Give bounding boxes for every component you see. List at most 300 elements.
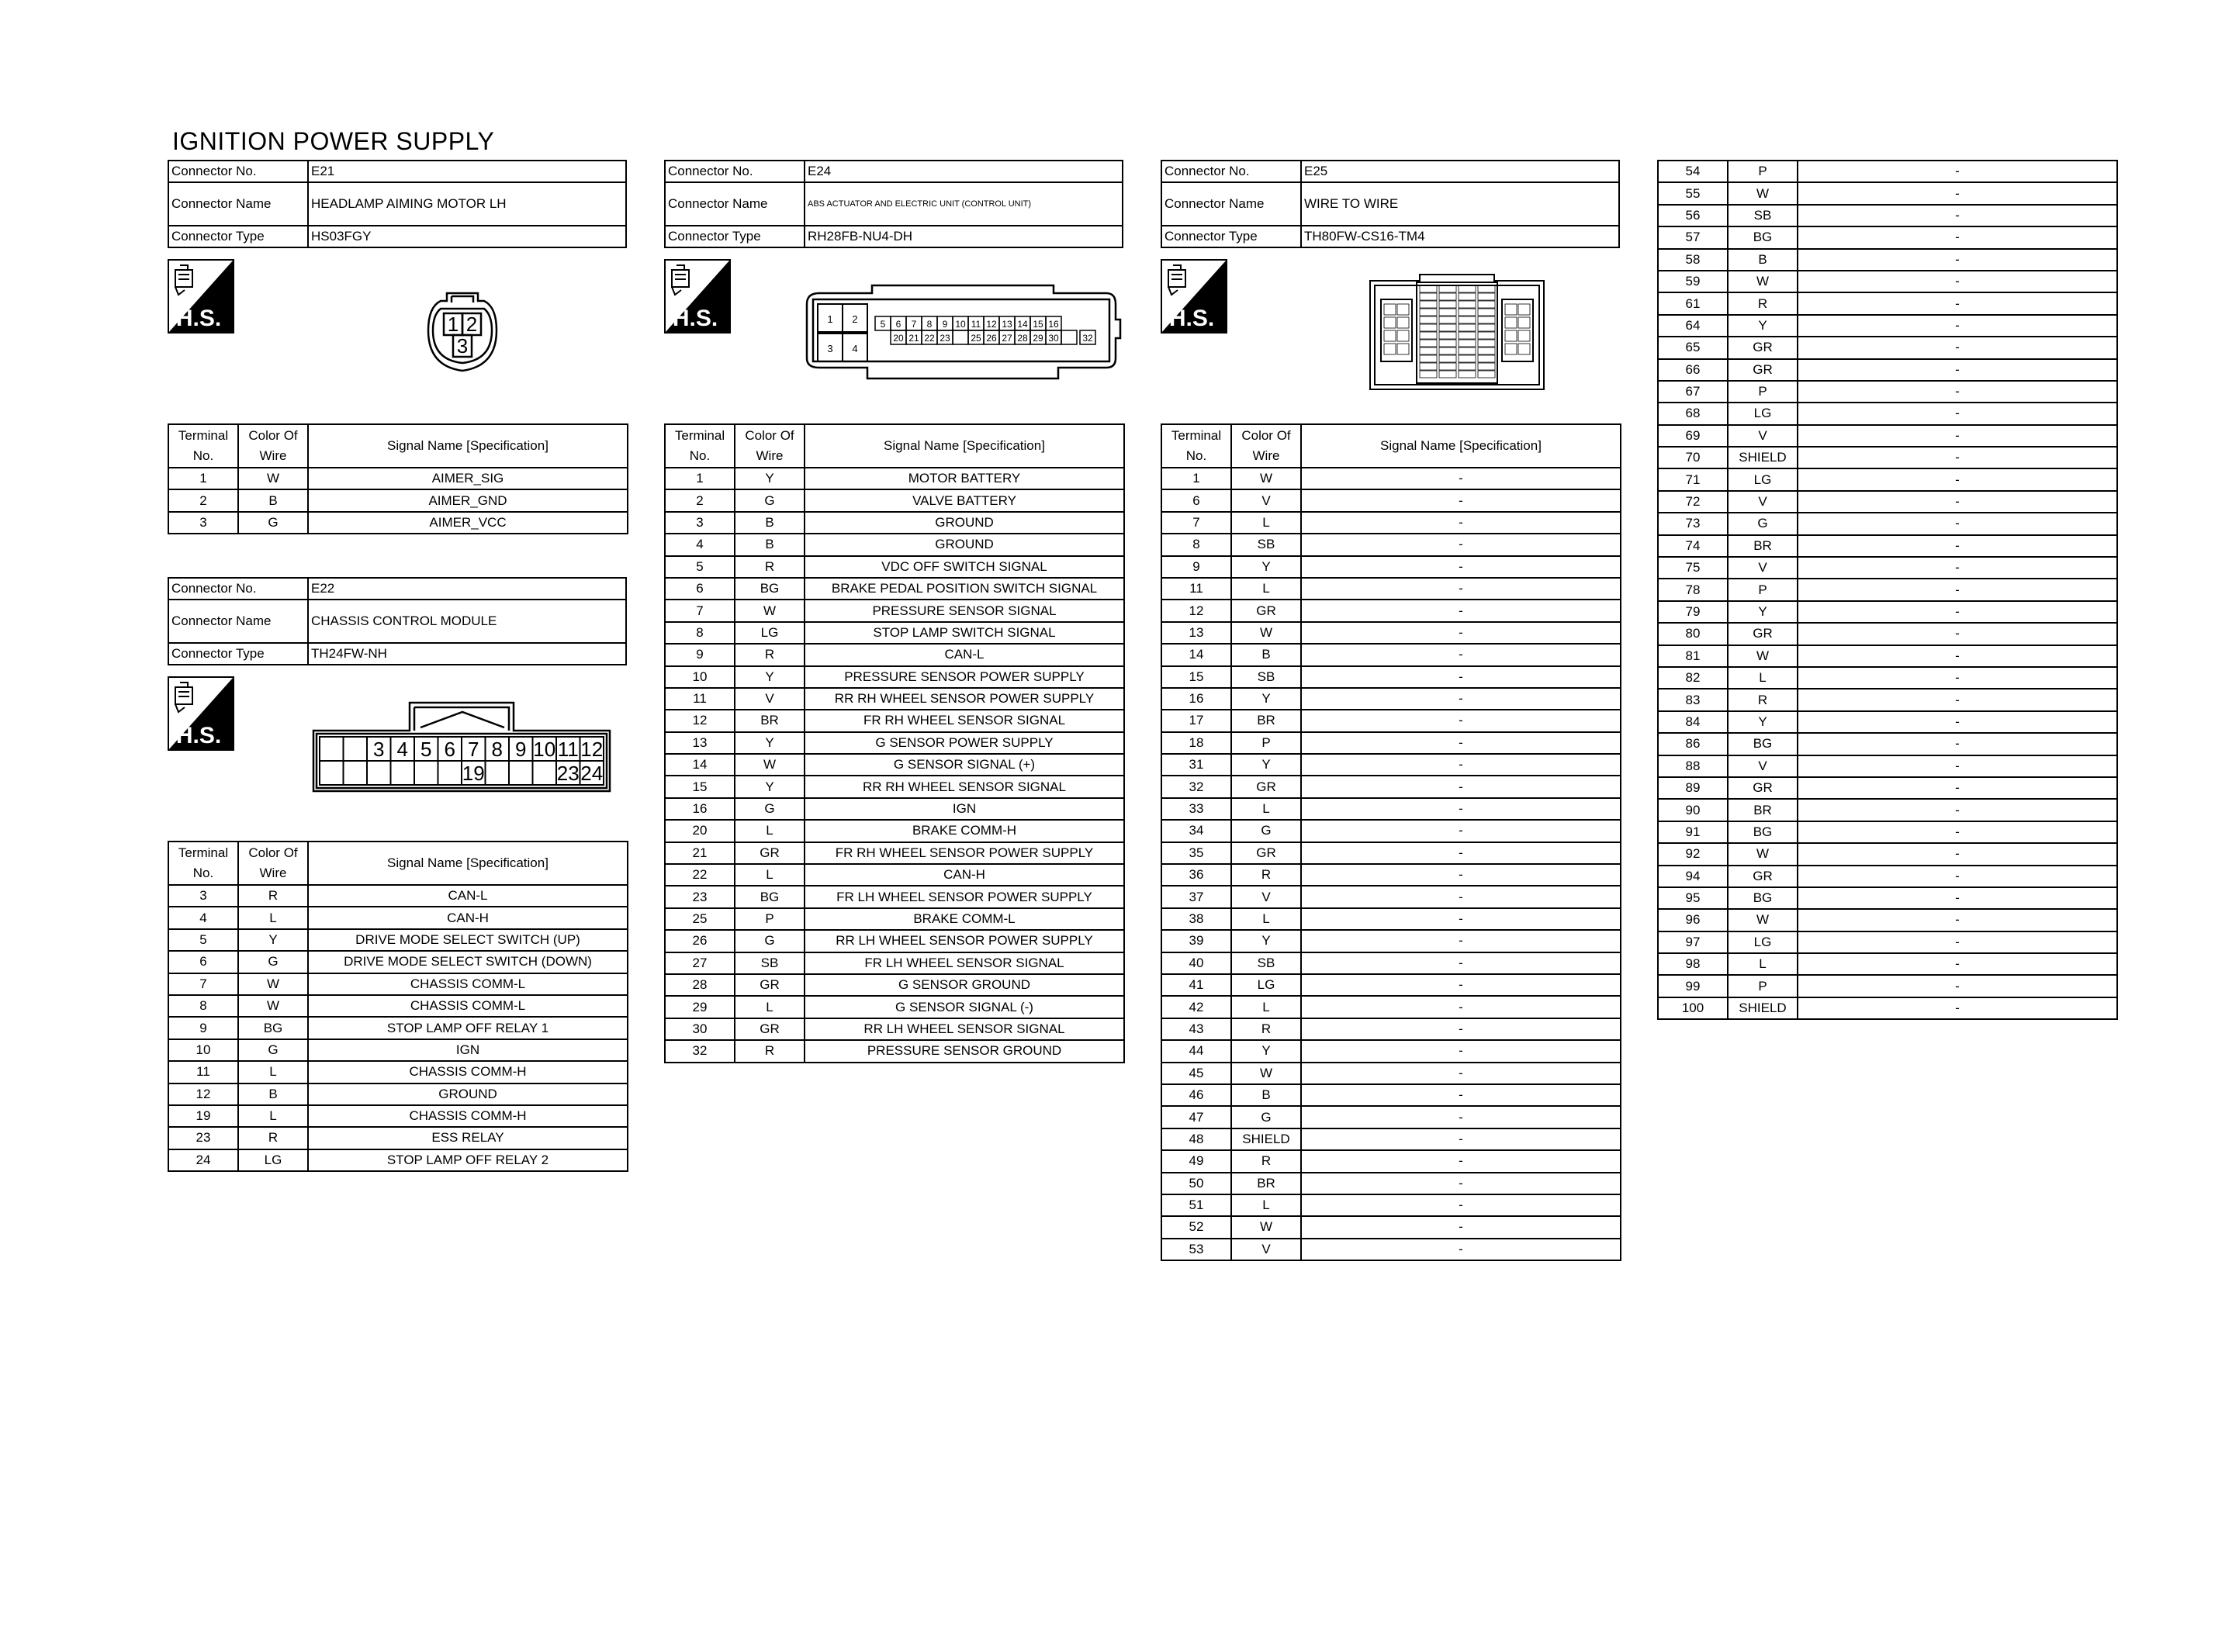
signal-name-cell: - <box>1301 468 1621 489</box>
table-row <box>665 468 1124 489</box>
wire-color-cell: B <box>1231 644 1301 665</box>
table-row <box>1658 381 2117 403</box>
wire-color-cell: L <box>1231 798 1301 820</box>
terminal-no-cell: 49 <box>1161 1150 1231 1172</box>
color-of-wire-header: Color Of Wire <box>238 424 308 468</box>
pin-cavity <box>1478 324 1495 331</box>
signal-name-cell: FR LH WHEEL SENSOR POWER SUPPLY <box>805 886 1124 907</box>
signal-name-cell: - <box>1798 535 2117 557</box>
connector-diagram-e25 <box>1365 273 1549 391</box>
table-row <box>168 929 628 951</box>
wire-color-cell: L <box>238 1061 308 1083</box>
connector-diagram-e21 <box>425 292 500 374</box>
signal-name-cell: - <box>1798 381 2117 403</box>
terminal-no-cell: 27 <box>665 952 735 974</box>
table-row <box>1161 1194 1621 1216</box>
connector-diagram-e24 <box>802 282 1122 382</box>
pin-label: 16 <box>1048 319 1059 330</box>
signal-name-cell: GROUND <box>308 1083 628 1105</box>
wire-color-cell: V <box>1231 886 1301 907</box>
terminal-no-cell: 36 <box>1161 864 1231 886</box>
pin-cavity <box>1420 332 1437 339</box>
pin-label: 20 <box>893 333 904 344</box>
signal-name-cell: ESS RELAY <box>308 1127 628 1149</box>
pin-cavity <box>1505 317 1517 328</box>
pin-label: 32 <box>1082 333 1093 344</box>
wire-color-cell: BG <box>735 578 805 600</box>
terminal-no-cell: 71 <box>1658 468 1728 490</box>
wire-color-cell: GR <box>1728 777 1798 799</box>
pin-label: 6 <box>895 319 901 330</box>
table-row <box>665 1018 1124 1040</box>
wire-color-cell: BR <box>735 710 805 731</box>
signal-name-cell: - <box>1301 732 1621 754</box>
table-row <box>1658 359 2117 381</box>
signal-name-cell: IGN <box>308 1039 628 1061</box>
pin-cavity <box>320 761 344 785</box>
table-row <box>168 1149 628 1171</box>
signal-name-cell: - <box>1301 1150 1621 1172</box>
connector-no-label: Connector No. <box>1161 161 1301 182</box>
connector-no-value: E25 <box>1301 161 1619 182</box>
connector-name-label: Connector Name <box>1161 182 1301 226</box>
signal-name-cell: G SENSOR GROUND <box>805 974 1124 996</box>
wire-color-cell: L <box>1231 578 1301 600</box>
pin-cavity <box>1518 344 1530 354</box>
table-row <box>665 710 1124 731</box>
pin-cavity <box>1478 316 1495 323</box>
terminal-no-cell: 70 <box>1658 447 1728 468</box>
pin-cavity <box>1439 316 1456 323</box>
pin-label: 3 <box>827 343 833 354</box>
terminal-no-cell: 22 <box>665 864 735 886</box>
terminal-no-cell: 94 <box>1658 866 1728 887</box>
table-row <box>1658 468 2117 490</box>
wire-color-cell: V <box>1231 1239 1301 1260</box>
table-row <box>665 864 1124 886</box>
table-row <box>1161 732 1621 754</box>
table-row <box>1658 711 2117 733</box>
signal-name-cell: CAN-H <box>308 907 628 928</box>
wire-color-cell: W <box>1231 1216 1301 1238</box>
terminal-no-cell: 69 <box>1658 425 1728 447</box>
pin-label: 10 <box>533 738 556 761</box>
terminal-no-cell: 100 <box>1658 997 1728 1019</box>
wire-color-cell: G <box>1231 820 1301 842</box>
table-row <box>1161 974 1621 996</box>
table-row <box>1658 623 2117 645</box>
pin-cavity <box>1459 371 1476 378</box>
signal-name-cell: - <box>1798 931 2117 953</box>
signal-name-cell: RR RH WHEEL SENSOR SIGNAL <box>805 776 1124 797</box>
signal-name-cell: - <box>1798 623 2117 645</box>
signal-name-cell: - <box>1301 820 1621 842</box>
terminal-no-cell: 52 <box>1161 1216 1231 1238</box>
terminal-no-cell: 72 <box>1658 491 1728 513</box>
signal-name-cell: - <box>1798 249 2117 271</box>
table-row <box>168 951 628 973</box>
pin-cavity <box>1478 309 1495 316</box>
table-row <box>1658 249 2117 271</box>
wire-color-cell: B <box>238 489 308 511</box>
terminal-no-cell: 74 <box>1658 535 1728 557</box>
terminal-no-cell: 9 <box>168 1017 238 1039</box>
signal-name-cell: CAN-L <box>308 885 628 907</box>
table-row <box>1161 776 1621 797</box>
wire-color-cell: Y <box>1231 754 1301 776</box>
table-row <box>1658 535 2117 557</box>
table-row <box>1658 866 2117 887</box>
terminal-no-cell: 51 <box>1161 1194 1231 1216</box>
table-row <box>168 973 628 995</box>
wire-color-cell: BR <box>1728 535 1798 557</box>
table-row <box>1161 1150 1621 1172</box>
signal-name-cell: - <box>1798 513 2117 534</box>
pin-cavity <box>1439 301 1456 308</box>
wire-color-cell: LG <box>1728 931 1798 953</box>
signal-name-header: Signal Name [Specification] <box>308 424 628 468</box>
connector-type-label: Connector Type <box>168 226 308 247</box>
terminal-no-cell: 55 <box>1658 182 1728 204</box>
wire-color-cell: GR <box>1231 600 1301 621</box>
table-row <box>1161 644 1621 665</box>
table-row <box>168 1127 628 1149</box>
signal-name-cell: - <box>1301 886 1621 907</box>
table-row <box>1658 645 2117 667</box>
pin-label: 13 <box>1002 319 1012 330</box>
table-row <box>665 644 1124 665</box>
connector-name-label: Connector Name <box>168 600 308 643</box>
terminal-no-cell: 12 <box>1161 600 1231 621</box>
signal-name-cell: - <box>1798 711 2117 733</box>
wire-color-cell: W <box>238 973 308 995</box>
terminal-no-cell: 73 <box>1658 513 1728 534</box>
signal-name-cell: - <box>1301 1128 1621 1150</box>
table-row <box>1161 908 1621 930</box>
table-row <box>665 622 1124 644</box>
terminal-no-cell: 10 <box>665 666 735 688</box>
terminal-no-cell: 21 <box>665 842 735 864</box>
signal-name-cell: - <box>1301 600 1621 621</box>
pin-cavity <box>1459 309 1476 316</box>
table-row <box>665 798 1124 820</box>
wire-color-cell: P <box>1231 732 1301 754</box>
wire-color-cell: BR <box>1231 1173 1301 1194</box>
signal-name-cell: G SENSOR POWER SUPPLY <box>805 732 1124 754</box>
table-row <box>1658 403 2117 424</box>
wire-color-cell: R <box>735 1040 805 1062</box>
table-row <box>665 820 1124 842</box>
wire-color-cell: W <box>1728 843 1798 865</box>
pin-cavity <box>367 761 391 785</box>
wire-color-cell: Y <box>735 666 805 688</box>
wire-color-cell: W <box>1728 909 1798 931</box>
wire-color-cell: G <box>238 951 308 973</box>
wire-color-cell: SHIELD <box>1231 1128 1301 1150</box>
table-row <box>1658 161 2117 182</box>
table-row <box>665 489 1124 511</box>
connector-info-e21 <box>168 160 627 248</box>
pin-label: 26 <box>986 333 997 344</box>
wire-color-cell: L <box>238 907 308 928</box>
signal-name-cell: - <box>1798 468 2117 490</box>
pin-cavity <box>1478 293 1495 300</box>
wire-color-cell: L <box>1728 953 1798 975</box>
signal-name-cell: FR LH WHEEL SENSOR SIGNAL <box>805 952 1124 974</box>
table-row <box>1658 843 2117 865</box>
pin-cavity <box>1439 340 1456 347</box>
pin-cavity <box>1478 347 1495 354</box>
wire-color-cell: R <box>1728 689 1798 710</box>
pin-label: 30 <box>1048 333 1059 344</box>
pin-cavity <box>1420 316 1437 323</box>
wire-color-cell: Y <box>735 732 805 754</box>
terminal-no-cell: 1 <box>168 468 238 489</box>
table-row <box>1658 579 2117 600</box>
terminal-no-cell: 16 <box>665 798 735 820</box>
terminal-no-cell: 13 <box>665 732 735 754</box>
pin-cavity <box>1439 309 1456 316</box>
signal-name-cell: - <box>1301 1106 1621 1128</box>
signal-name-header: Signal Name [Specification] <box>1301 424 1621 468</box>
wire-color-cell: Y <box>1231 1040 1301 1062</box>
pin-cavity <box>1420 355 1437 362</box>
table-row <box>1161 798 1621 820</box>
connector-name-value: HEADLAMP AIMING MOTOR LH <box>308 182 626 226</box>
terminal-no-cell: 40 <box>1161 952 1231 974</box>
wire-color-cell: P <box>1728 579 1798 600</box>
wire-color-cell: V <box>1728 557 1798 579</box>
table-row <box>168 468 628 489</box>
connector-diagram-e22 <box>312 701 611 793</box>
terminal-no-cell: 11 <box>665 688 735 710</box>
wire-color-cell: L <box>1231 512 1301 534</box>
wire-color-cell: W <box>1728 271 1798 292</box>
hs-badge-text: H.S. <box>175 723 222 748</box>
wire-color-cell: L <box>1728 667 1798 689</box>
wire-color-cell: R <box>735 556 805 578</box>
pin-cavity <box>1384 317 1396 328</box>
terminal-no-cell: 1 <box>665 468 735 489</box>
table-row <box>1658 205 2117 226</box>
pin-label: 12 <box>580 738 604 761</box>
wire-color-cell: BG <box>735 886 805 907</box>
signal-name-cell: - <box>1301 930 1621 952</box>
signal-name-cell: STOP LAMP SWITCH SIGNAL <box>805 622 1124 644</box>
terminal-no-cell: 65 <box>1658 337 1728 358</box>
terminal-no-cell: 32 <box>665 1040 735 1062</box>
wire-color-cell: G <box>1231 1106 1301 1128</box>
signal-name-cell: CAN-H <box>805 864 1124 886</box>
pin-cavity <box>1478 285 1495 292</box>
table-row <box>665 600 1124 621</box>
terminal-no-cell: 7 <box>168 973 238 995</box>
terminal-no-cell: 68 <box>1658 403 1728 424</box>
signal-name-cell: - <box>1301 622 1621 644</box>
pin-cavity <box>1384 344 1396 354</box>
signal-name-cell: - <box>1798 161 2117 182</box>
color-of-wire-header: Color Of Wire <box>1231 424 1301 468</box>
table-row <box>1658 601 2117 623</box>
pin-label: 28 <box>1017 333 1028 344</box>
terminal-no-cell: 12 <box>168 1083 238 1105</box>
signal-name-cell: RR RH WHEEL SENSOR POWER SUPPLY <box>805 688 1124 710</box>
table-row <box>1658 491 2117 513</box>
wire-color-cell: Y <box>1231 556 1301 578</box>
wire-color-cell: Y <box>238 929 308 951</box>
wire-color-cell: R <box>238 1127 308 1149</box>
pin-cavity <box>1420 340 1437 347</box>
signal-name-cell: FR RH WHEEL SENSOR POWER SUPPLY <box>805 842 1124 864</box>
color-of-wire-header: Color Of Wire <box>735 424 805 468</box>
table-row <box>168 1105 628 1127</box>
terminal-no-cell: 33 <box>1161 798 1231 820</box>
signal-name-cell: - <box>1301 1018 1621 1040</box>
terminal-no-cell: 16 <box>1161 688 1231 710</box>
pin-cavity <box>1439 363 1456 370</box>
pin-label: 8 <box>926 319 933 330</box>
pin-cavity <box>391 761 415 785</box>
terminal-no-cell: 11 <box>1161 578 1231 600</box>
terminal-no-cell: 8 <box>665 622 735 644</box>
connector-no-value: E22 <box>308 578 626 600</box>
signal-name-cell: DRIVE MODE SELECT SWITCH (DOWN) <box>308 951 628 973</box>
terminal-no-cell: 5 <box>665 556 735 578</box>
terminal-no-cell: 41 <box>1161 974 1231 996</box>
signal-name-cell: - <box>1798 315 2117 337</box>
terminal-no-cell: 46 <box>1161 1084 1231 1106</box>
signal-name-cell: PRESSURE SENSOR GROUND <box>805 1040 1124 1062</box>
signal-name-cell: - <box>1798 447 2117 468</box>
pin-label: 24 <box>580 762 604 785</box>
signal-name-cell: - <box>1301 1063 1621 1084</box>
connector-name-value: WIRE TO WIRE <box>1301 182 1619 226</box>
e22-pin-grid <box>320 737 604 785</box>
wire-color-cell: B <box>735 512 805 534</box>
wire-color-cell: GR <box>735 974 805 996</box>
table-row <box>1658 909 2117 931</box>
terminal-no-cell: 26 <box>665 930 735 952</box>
wire-color-cell: BG <box>1728 821 1798 843</box>
terminal-no-cell: 3 <box>665 512 735 534</box>
wire-color-cell: W <box>238 995 308 1017</box>
table-row <box>1658 821 2117 843</box>
signal-name-cell: - <box>1301 864 1621 886</box>
terminal-no-cell: 23 <box>665 886 735 907</box>
signal-name-cell: - <box>1798 182 2117 204</box>
terminal-no-cell: 29 <box>665 996 735 1018</box>
wire-color-cell: Y <box>1728 315 1798 337</box>
terminal-no-cell: 17 <box>1161 710 1231 731</box>
wire-color-cell: B <box>1728 249 1798 271</box>
terminal-no-cell: 80 <box>1658 623 1728 645</box>
pin-cavity <box>1518 317 1530 328</box>
signal-name-cell: CHASSIS COMM-H <box>308 1105 628 1127</box>
terminal-no-cell: 97 <box>1658 931 1728 953</box>
signal-name-cell: - <box>1798 645 2117 667</box>
pin-cavity <box>1420 301 1437 308</box>
pin-cavity <box>1420 309 1437 316</box>
pin-label: 19 <box>462 762 485 785</box>
table-row <box>1658 667 2117 689</box>
pin-cavity <box>344 761 368 785</box>
table-row <box>1161 1084 1621 1106</box>
terminal-no-cell: 89 <box>1658 777 1728 799</box>
table-row <box>168 1039 628 1061</box>
pin-cavity <box>1459 347 1476 354</box>
wire-color-cell: GR <box>1231 776 1301 797</box>
wire-color-cell: G <box>1728 513 1798 534</box>
connector-no-label: Connector No. <box>665 161 805 182</box>
wire-color-cell: V <box>1728 755 1798 777</box>
wire-color-cell: Y <box>735 776 805 797</box>
table-row <box>665 666 1124 688</box>
signal-name-cell: - <box>1798 579 2117 600</box>
signal-name-cell: - <box>1301 754 1621 776</box>
wire-color-cell: SB <box>1728 205 1798 226</box>
pin-cavity <box>1420 363 1437 370</box>
table-row <box>1161 1018 1621 1040</box>
pin-cavity <box>1439 285 1456 292</box>
pin-cavity <box>1505 344 1517 354</box>
table-row <box>168 1083 628 1105</box>
wire-color-cell: SHIELD <box>1728 447 1798 468</box>
pin-label: 5 <box>880 319 886 330</box>
pin-cavity <box>414 761 438 785</box>
signal-name-cell: - <box>1798 601 2117 623</box>
connector-name-value: CHASSIS CONTROL MODULE <box>308 600 626 643</box>
terminal-no-header: Terminal No. <box>665 424 735 468</box>
signal-name-cell: AIMER_SIG <box>308 468 628 489</box>
wire-color-cell: V <box>1728 491 1798 513</box>
wire-color-cell: R <box>1231 1018 1301 1040</box>
terminal-no-cell: 24 <box>168 1149 238 1171</box>
wire-color-cell: G <box>735 798 805 820</box>
wire-color-cell: G <box>238 512 308 534</box>
signal-name-cell: VALVE BATTERY <box>805 489 1124 511</box>
table-row <box>1161 886 1621 907</box>
wire-color-cell: BG <box>1728 226 1798 248</box>
terminal-table-e22 <box>168 841 628 1172</box>
pin-cavity <box>1478 340 1495 347</box>
pin-cavity <box>1439 371 1456 378</box>
pin-label: 9 <box>942 319 948 330</box>
wire-color-cell: V <box>735 688 805 710</box>
connector-name-value: ABS ACTUATOR AND ELECTRIC UNIT (CONTROL UNIT) <box>805 182 1123 226</box>
pin-cavity <box>1420 324 1437 331</box>
wire-color-cell: V <box>1728 425 1798 447</box>
pin-label: 2 <box>852 313 858 325</box>
table-row <box>665 974 1124 996</box>
signal-name-cell: DRIVE MODE SELECT SWITCH (UP) <box>308 929 628 951</box>
table-row <box>1658 226 2117 248</box>
table-row <box>168 995 628 1017</box>
terminal-no-cell: 53 <box>1161 1239 1231 1260</box>
terminal-no-header: Terminal No. <box>1161 424 1231 468</box>
table-row <box>1658 271 2117 292</box>
pin-cavity <box>1459 293 1476 300</box>
pin-cavity <box>953 330 968 344</box>
connector-no-value: E21 <box>308 161 626 182</box>
pin-cavity <box>1420 347 1437 354</box>
pin-cavity <box>1439 332 1456 339</box>
table-row <box>1161 600 1621 621</box>
wire-color-cell: GR <box>1231 842 1301 864</box>
terminal-no-cell: 44 <box>1161 1040 1231 1062</box>
pin-label: 9 <box>515 738 527 761</box>
table-row <box>665 996 1124 1018</box>
wire-color-cell: LG <box>1728 403 1798 424</box>
